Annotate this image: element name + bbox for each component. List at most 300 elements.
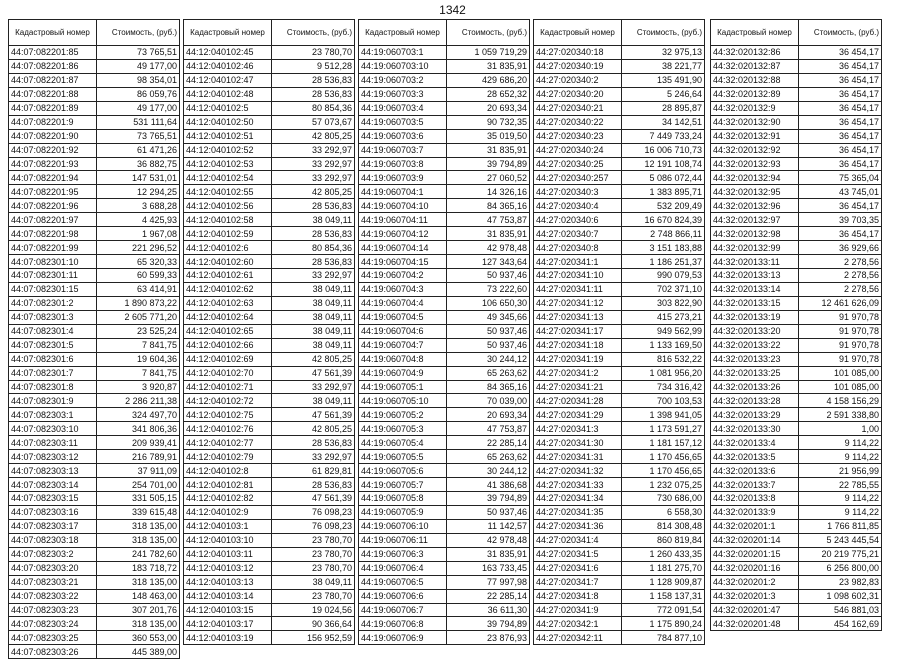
cost-cell: 49 177,00 [97,59,180,73]
table-row [711,505,882,519]
cadastral-number-cell: 44:32:020133:25 [711,366,799,380]
cadastral-number-cell: 44:19:060704:9 [359,366,447,380]
table-header-row [9,20,180,46]
table-row [711,575,882,589]
cost-cell: 12 461 626,09 [799,296,882,310]
table-row [534,492,705,506]
cadastral-number-cell: 44:32:020133:28 [711,394,799,408]
cadastral-number-cell: 44:07:082201:92 [9,143,97,157]
cost-cell: 38 049,11 [272,282,355,296]
table-row [9,171,180,185]
cost-cell: 949 562,99 [622,324,705,338]
cost-cell: 9 114,22 [799,505,882,519]
table-row [359,115,530,129]
table-row [534,352,705,366]
cost-cell: 90 732,35 [447,115,530,129]
cadastral-number-cell: 44:07:082201:94 [9,171,97,185]
table-row [711,324,882,338]
cost-cell: 7 841,75 [97,366,180,380]
cost-cell: 106 650,30 [447,296,530,310]
cadastral-number-cell: 44:12:040102:50 [184,115,272,129]
cadastral-number-cell: 44:27:020341:17 [534,324,622,338]
table-row [534,296,705,310]
cadastral-number-cell: 44:32:020132:95 [711,185,799,199]
cadastral-number-cell: 44:27:020341:13 [534,310,622,324]
cost-cell: 1 181 275,70 [622,561,705,575]
table-row [359,603,530,617]
table-row [534,171,705,185]
cadastral-number-cell: 44:12:040103:10 [184,533,272,547]
table-row [184,129,355,143]
table-row [184,366,355,380]
table-row [9,561,180,575]
table-row [534,282,705,296]
cadastral-number-cell: 44:12:040102:55 [184,185,272,199]
cost-cell: 36 454,17 [799,115,882,129]
cadastral-number-cell: 44:19:060706:4 [359,561,447,575]
cadastral-number-cell: 44:27:020341:5 [534,547,622,561]
cadastral-number-cell: 44:32:020132:93 [711,157,799,171]
cadastral-number-cell: 44:07:082303:24 [9,617,97,631]
cadastral-number-cell: 44:27:020341:18 [534,338,622,352]
cadastral-number-cell: 44:07:082201:90 [9,129,97,143]
table-row [184,450,355,464]
cadastral-number-cell: 44:07:082301:4 [9,324,97,338]
cadastral-number-cell: 44:19:060706:3 [359,547,447,561]
cadastral-number-cell: 44:19:060704:8 [359,352,447,366]
cadastral-number-cell: 44:27:020341:12 [534,296,622,310]
cost-cell: 31 835,91 [447,227,530,241]
table-row [9,464,180,478]
cost-cell: 75 365,04 [799,171,882,185]
cadastral-number-cell: 44:12:040102:76 [184,422,272,436]
table-row [9,255,180,269]
cadastral-number-cell: 44:07:082303:1 [9,408,97,422]
cost-cell: 84 365,16 [447,380,530,394]
table-row [534,547,705,561]
cost-cell: 50 937,46 [447,269,530,283]
cost-header: Стоимость, (руб.) [447,20,530,46]
cadastral-number-cell: 44:07:082303:16 [9,505,97,519]
table-row [9,199,180,213]
cost-cell: 23 876,93 [447,631,530,645]
cost-cell: 32 975,13 [622,46,705,60]
cost-cell: 38 221,77 [622,59,705,73]
table-row [9,492,180,506]
table-row [184,101,355,115]
cadastral-number-cell: 44:32:020133:9 [711,505,799,519]
table-row [184,296,355,310]
cadastral-number-cell: 44:32:020132:91 [711,129,799,143]
cost-cell: 43 745,01 [799,185,882,199]
cost-table-4 [533,19,705,645]
table-row [359,533,530,547]
cost-cell: 1,00 [799,422,882,436]
table-row [711,115,882,129]
cost-cell: 1 170 456,65 [622,450,705,464]
table-row [184,282,355,296]
table-row [711,533,882,547]
table-row [359,547,530,561]
cadastral-number-cell: 44:32:020133:5 [711,450,799,464]
table-header-row [534,20,705,46]
table-row [9,143,180,157]
cost-cell: 42 805,25 [272,352,355,366]
cadastral-number-cell: 44:27:020341:10 [534,269,622,283]
cost-table-5 [710,19,882,631]
table-row [359,157,530,171]
table-row [534,87,705,101]
cadastral-number-cell: 44:07:082201:96 [9,199,97,213]
table-row [9,213,180,227]
cadastral-number-cell: 44:32:020201:48 [711,617,799,631]
table-row [711,547,882,561]
table-row [184,143,355,157]
table-row [9,575,180,589]
cadastral-number-cell: 44:19:060705:3 [359,422,447,436]
cost-cell: 36 611,30 [447,603,530,617]
cost-cell: 33 292,97 [272,171,355,185]
table-row [9,380,180,394]
cost-cell: 1 173 591,27 [622,422,705,436]
cadastral-number-cell: 44:32:020201:1 [711,519,799,533]
cost-cell: 318 135,00 [97,617,180,631]
cadastral-number-cell: 44:19:060704:4 [359,296,447,310]
cadastral-number-cell: 44:19:060706:7 [359,603,447,617]
cost-cell: 445 389,00 [97,645,180,659]
cost-cell: 37 911,09 [97,464,180,478]
cadastral-number-cell: 44:07:082201:95 [9,185,97,199]
table-row [534,436,705,450]
cost-cell: 19 604,36 [97,352,180,366]
cost-cell: 34 142,51 [622,115,705,129]
cost-cell: 531 111,64 [97,115,180,129]
cost-cell: 20 693,34 [447,408,530,422]
cost-cell: 36 454,17 [799,129,882,143]
cost-cell: 3 688,28 [97,199,180,213]
table-row [9,73,180,87]
cost-cell: 101 085,00 [799,380,882,394]
cost-cell: 1 967,08 [97,227,180,241]
cost-cell: 22 285,14 [447,436,530,450]
cost-cell: 36 454,17 [799,199,882,213]
cost-cell: 303 822,90 [622,296,705,310]
cost-cell: 47 561,39 [272,366,355,380]
cadastral-number-cell: 44:27:020341:30 [534,436,622,450]
table-row [711,352,882,366]
cadastral-number-cell: 44:07:082303:13 [9,464,97,478]
cadastral-number-cell: 44:19:060703:7 [359,143,447,157]
cost-cell: 1 128 909,87 [622,575,705,589]
cadastral-number-cell: 44:07:082303:20 [9,561,97,575]
cost-cell: 38 049,11 [272,394,355,408]
cost-cell: 28 536,83 [272,436,355,450]
cost-cell: 532 209,49 [622,199,705,213]
cadastral-number-cell: 44:27:020340:22 [534,115,622,129]
table-row [711,310,882,324]
cost-cell: 6 558,30 [622,505,705,519]
cost-cell: 33 292,97 [272,380,355,394]
cost-cell: 1 398 941,05 [622,408,705,422]
cost-cell: 1 081 956,20 [622,366,705,380]
cadastral-number-cell: 44:12:040102:58 [184,213,272,227]
cadastral-number-cell: 44:32:020132:86 [711,46,799,60]
table-row [184,324,355,338]
cadastral-number-cell: 44:12:040103:17 [184,617,272,631]
cadastral-number-cell: 44:19:060705:8 [359,492,447,506]
table-row [184,603,355,617]
cadastral-number-cell: 44:07:082303:18 [9,533,97,547]
cost-cell: 1 186 251,37 [622,255,705,269]
cadastral-number-cell: 44:12:040102:75 [184,408,272,422]
cadastral-number-cell: 44:07:082303:14 [9,478,97,492]
cadastral-number-cell: 44:32:020133:14 [711,282,799,296]
table-row [359,87,530,101]
cost-cell: 148 463,00 [97,589,180,603]
table-row [184,533,355,547]
cost-cell: 860 819,84 [622,533,705,547]
cadastral-number-cell: 44:32:020201:3 [711,589,799,603]
cost-cell: 47 561,39 [272,408,355,422]
cadastral-number-cell: 44:12:040102:77 [184,436,272,450]
cost-cell: 36 454,17 [799,73,882,87]
cost-cell: 9 114,22 [799,450,882,464]
table-row [9,603,180,617]
table-row [711,589,882,603]
cost-cell: 21 956,99 [799,464,882,478]
table-row [711,617,882,631]
table-row [711,603,882,617]
cadastral-number-cell: 44:07:082201:88 [9,87,97,101]
cost-cell: 1 158 137,31 [622,589,705,603]
table-row [184,157,355,171]
cost-cell: 254 701,00 [97,478,180,492]
cadastral-number-cell: 44:07:082303:21 [9,575,97,589]
cadastral-number-cell: 44:27:020341:32 [534,464,622,478]
table-row [184,436,355,450]
cadastral-number-cell: 44:07:082301:10 [9,255,97,269]
cadastral-number-cell: 44:19:060703:8 [359,157,447,171]
cadastral-number-cell: 44:19:060703:5 [359,115,447,129]
cadastral-number-cell: 44:12:040102:54 [184,171,272,185]
cost-cell: 73 765,51 [97,129,180,143]
table-row [359,282,530,296]
cadastral-number-cell: 44:27:020341:11 [534,282,622,296]
cost-cell: 23 780,70 [272,561,355,575]
table-row [9,241,180,255]
table-header-row [359,20,530,46]
cadastral-number-cell: 44:19:060704:14 [359,241,447,255]
cost-cell: 86 059,76 [97,87,180,101]
cadastral-number-cell: 44:19:060705:7 [359,478,447,492]
cost-header: Стоимость, (руб.) [799,20,882,46]
table-row [711,59,882,73]
cadastral-number-cell: 44:19:060704:5 [359,310,447,324]
cadastral-number-cell: 44:19:060703:2 [359,73,447,87]
cadastral-number-cell: 44:27:020340:4 [534,199,622,213]
cadastral-number-cell: 44:32:020132:98 [711,227,799,241]
table-row [534,338,705,352]
cadastral-number-cell: 44:19:060706:11 [359,533,447,547]
cadastral-number-cell: 44:07:082201:86 [9,59,97,73]
cost-cell: 22 785,55 [799,478,882,492]
cadastral-number-cell: 44:27:020340:2 [534,73,622,87]
cost-cell: 307 201,76 [97,603,180,617]
table-row [359,185,530,199]
table-row [184,338,355,352]
table-row [9,227,180,241]
cadastral-number-cell: 44:27:020341:2 [534,366,622,380]
table-row [184,631,355,645]
cost-cell: 38 049,11 [272,575,355,589]
cost-cell: 23 780,70 [272,46,355,60]
cost-cell: 4 425,93 [97,213,180,227]
cost-cell: 12 191 108,74 [622,157,705,171]
cadastral-number-cell: 44:19:060704:7 [359,338,447,352]
table-row [359,59,530,73]
table-row [359,255,530,269]
table-row [711,101,882,115]
cadastral-number-cell: 44:27:020340:19 [534,59,622,73]
table-row [9,115,180,129]
cost-cell: 331 505,15 [97,492,180,506]
cadastral-number-cell: 44:12:040102:47 [184,73,272,87]
table-row [534,631,705,645]
cost-cell: 76 098,23 [272,519,355,533]
cost-cell: 28 536,83 [272,87,355,101]
table-row [9,59,180,73]
cost-cell: 80 854,36 [272,101,355,115]
cadastral-number-cell: 44:19:060705:9 [359,505,447,519]
table-row [711,73,882,87]
cadastral-number-cell: 44:32:020133:22 [711,338,799,352]
cost-cell: 20 693,34 [447,101,530,115]
table-row [184,519,355,533]
cost-cell: 1 059 719,29 [447,46,530,60]
table-row [534,213,705,227]
table-row [184,422,355,436]
cost-cell: 318 135,00 [97,519,180,533]
cost-cell: 42 978,48 [447,241,530,255]
cadastral-number-cell: 44:12:040103:12 [184,561,272,575]
table-row [359,324,530,338]
cadastral-number-cell: 44:27:020341:19 [534,352,622,366]
table-row [184,505,355,519]
cadastral-number-cell: 44:12:040102:61 [184,269,272,283]
table-row [711,436,882,450]
cadastral-number-cell: 44:27:020341:34 [534,492,622,506]
table-row [534,143,705,157]
cadastral-number-cell: 44:27:020340:20 [534,87,622,101]
table-row [184,46,355,60]
cost-cell: 221 296,52 [97,241,180,255]
table-row [711,492,882,506]
cost-cell: 784 877,10 [622,631,705,645]
table-row [711,143,882,157]
table-row [359,561,530,575]
cadastral-number-cell: 44:12:040102:48 [184,87,272,101]
table-row [359,505,530,519]
cadastral-number-cell: 44:07:082201:98 [9,227,97,241]
table-row [359,478,530,492]
table-row [184,213,355,227]
cost-cell: 61 829,81 [272,464,355,478]
table-row [711,422,882,436]
table-row [9,129,180,143]
cadastral-number-cell: 44:32:020133:19 [711,310,799,324]
cadastral-number-cell: 44:19:060706:5 [359,575,447,589]
cost-cell: 42 805,25 [272,129,355,143]
table-row [9,533,180,547]
cost-header: Стоимость, (руб.) [272,20,355,46]
cost-cell: 147 531,01 [97,171,180,185]
cost-cell: 36 882,75 [97,157,180,171]
cadastral-number-cell: 44:19:060706:6 [359,589,447,603]
cost-cell: 36 454,17 [799,46,882,60]
table-row [534,464,705,478]
cost-cell: 63 414,91 [97,282,180,296]
cost-cell: 3 920,87 [97,380,180,394]
table-row [359,492,530,506]
cadastral-number-cell: 44:27:020340:6 [534,213,622,227]
table-row [534,366,705,380]
cadastral-number-cell: 44:27:020340:8 [534,241,622,255]
cost-cell: 341 806,36 [97,422,180,436]
table-row [711,450,882,464]
cost-cell: 39 794,89 [447,492,530,506]
table-row [184,73,355,87]
cadastral-number-cell: 44:27:020341:4 [534,533,622,547]
table-row [184,310,355,324]
cost-cell: 42 978,48 [447,533,530,547]
cost-cell: 101 085,00 [799,366,882,380]
cost-cell: 39 794,89 [447,617,530,631]
cadastral-number-cell: 44:12:040102:60 [184,255,272,269]
table-row [184,352,355,366]
table-row [9,645,180,659]
cadastral-number-cell: 44:07:082201:89 [9,101,97,115]
table-row [359,450,530,464]
cadastral-number-cell: 44:32:020132:89 [711,87,799,101]
cadastral-number-header: Кадастровый номер [184,20,272,46]
table-row [711,269,882,283]
table-row [9,450,180,464]
table-row [359,519,530,533]
cost-cell: 9 114,22 [799,492,882,506]
table-row [534,519,705,533]
cost-cell: 23 525,24 [97,324,180,338]
cost-cell: 36 454,17 [799,143,882,157]
cost-cell: 7 841,75 [97,338,180,352]
table-row [534,129,705,143]
cost-cell: 702 371,10 [622,282,705,296]
cost-cell: 42 805,25 [272,185,355,199]
table-row [359,408,530,422]
cost-cell: 454 162,69 [799,617,882,631]
cost-cell: 38 049,11 [272,213,355,227]
table-row [9,310,180,324]
table-row [711,255,882,269]
table-row [9,338,180,352]
table-row [359,352,530,366]
table-row [711,561,882,575]
cost-cell: 36 454,17 [799,101,882,115]
table-row [9,296,180,310]
table-row [359,296,530,310]
table-row [534,199,705,213]
table-row [359,310,530,324]
table-row [534,310,705,324]
